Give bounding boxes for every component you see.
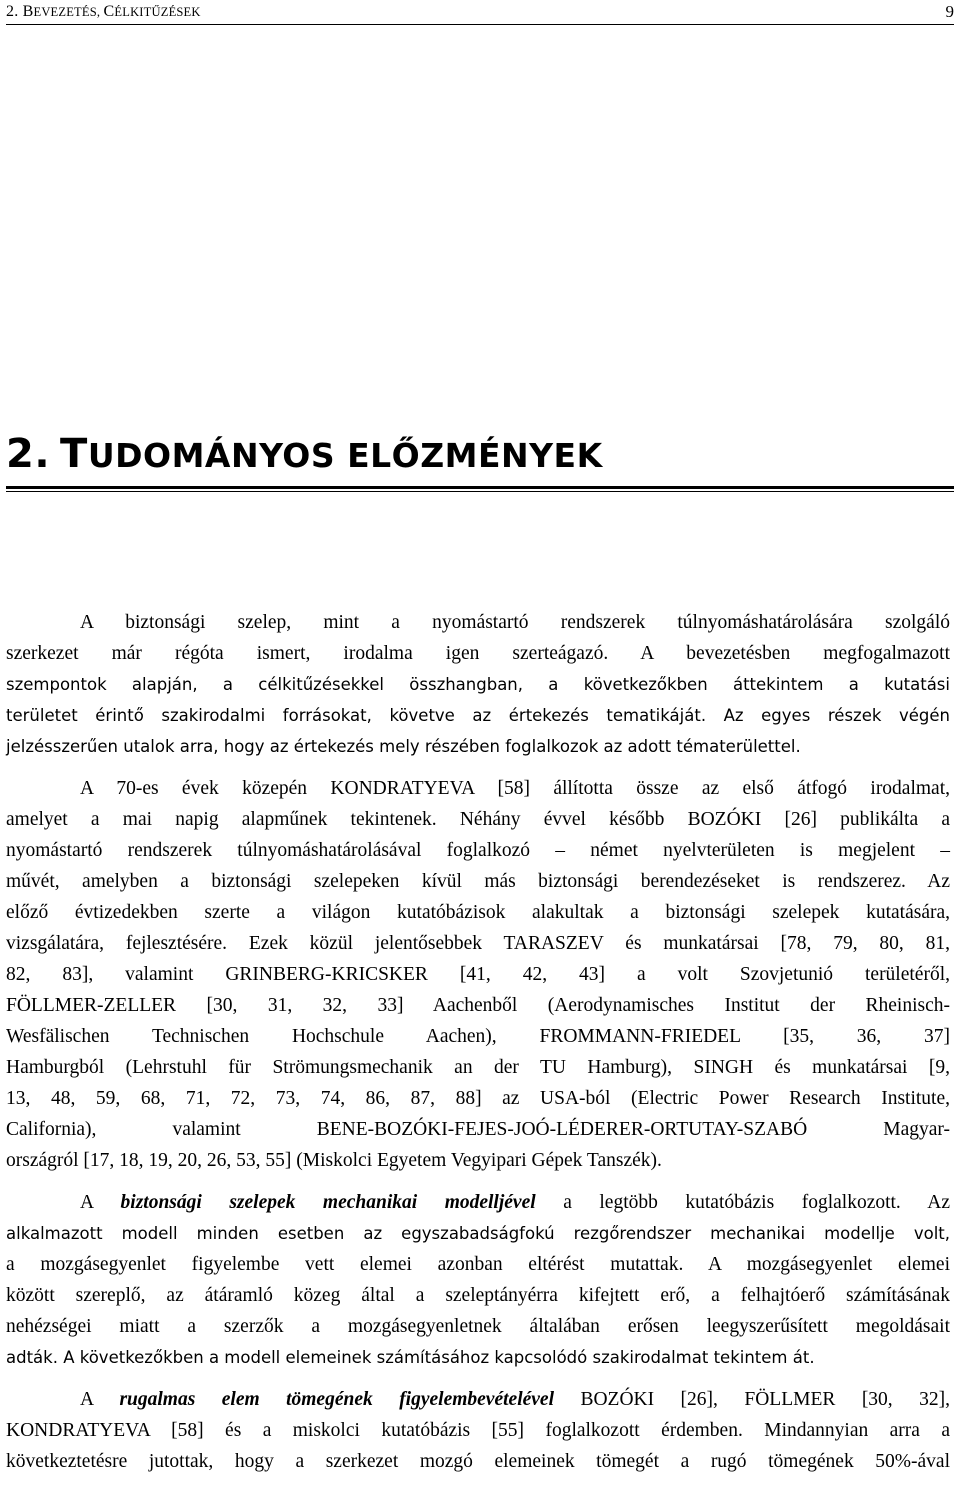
text-line: A 70-es évek közepén KONDRATYEVA [58] állította össze az első átfogó irodalmat, [80, 778, 950, 799]
text-line: a mozgásegyenlet figyelembe vett elemei azonban eltérést mutattak. A mozgásegyenlet elemei [6, 1254, 950, 1275]
text-line: KONDRATYEVA [58] és a miskolci kutatóbázis [55] foglalkozott érdemben. Mindannyian arra a [6, 1420, 950, 1441]
text-line: Wesfälischen Technischen Hochschule Aachen), FROMMANN-FRIEDEL [35, 36, 37] [6, 1026, 950, 1047]
running-header [6, 0, 954, 25]
text-line: következtetésre jutottak, hogy a szerkezet mozgó elemeinek tömegét a rugó tömegének 50%-ával [6, 1451, 950, 1472]
text-line: adták. A következőkben a modell elemeinek számításához kapcsolódó szakirodalmat tekintem át. [6, 1348, 815, 1367]
text-line: művét, amelyben a biztonsági szelepeken kívül más biztonsági berendezéseket is rendszerez. Az [6, 871, 950, 892]
running-header-title: 2. BEVEZETÉS, CÉLKITŰZÉSEK [6, 3, 201, 20]
text-line: nyomástartó rendszerek túlnyomáshatárolásával foglalkozó – német nyelvterületen is megjelent – [6, 840, 950, 861]
chapter-rule-thick [6, 486, 954, 489]
paragraph-1 [6, 607, 950, 762]
text-line: FÖLLMER-ZELLER [30, 31, 32, 33] Aachenből (Aerodynamisches Institut der Rheinisch- [6, 995, 950, 1016]
text-line: California), valamint BENE-BOZÓKI-FEJES-JOÓ-LÉDERER-ORTUTAY-SZABÓ Magyar- [6, 1119, 950, 1140]
text-line: szerkezet már régóta ismert, irodalma igen szerteágazó. A bevezetésben megfogalmazott [6, 643, 950, 664]
text-line: A biztonsági szelepek mechanikai modelljével a legtöbb kutatóbázis foglalkozott. Az [80, 1192, 950, 1213]
paragraph-3 [6, 1187, 950, 1373]
text-line: 13, 48, 59, 68, 71, 72, 73, 74, 86, 87, 88] az USA-ból (Electric Power Research Institute, [6, 1088, 950, 1109]
text-line: országról [17, 18, 19, 20, 26, 53, 55] (Miskolci Egyetem Vegyipari Gépek Tanszék). [6, 1150, 662, 1171]
text-line: alkalmazott modell minden esetben az egyszabadságfokú rezgőrendszer mechanikai modellje volt, [6, 1224, 950, 1243]
text-line: nehézségei miatt a szerzők a mozgásegyenletnek általában erősen leegyszerűsített megoldásait [6, 1316, 950, 1337]
text-line: területet érintő szakirodalmi forrásokat, követve az értekezés tematikáját. Az egyes részek végén [6, 706, 950, 725]
body-text [6, 607, 950, 1477]
page-number: 9 [945, 2, 954, 21]
text-line: A biztonsági szelep, mint a nyomástartó rendszerek túlnyomáshatárolására szolgáló [80, 612, 950, 633]
text-line: amelyet a mai napig alapműnek tekintenek. Néhány évvel később BOZÓKI [26] publikálta a [6, 809, 950, 830]
chapter-heading [6, 430, 954, 492]
paragraph-2 [6, 773, 950, 1176]
text-line: szempontok alapján, a célkitűzésekkel összhangban, a következőkben áttekintem a kutatási [6, 675, 950, 694]
chapter-title: 2. TUDOMÁNYOS ELŐZMÉNYEK [6, 431, 603, 477]
chapter-rule-thin [6, 491, 954, 492]
text-line: jelzésszerűen utalok arra, hogy az értekezés mely részében foglalkozok az adott tématerülettel. [6, 737, 801, 756]
text-line: 82, 83], valamint GRINBERG-KRICSKER [41, 42, 43] a volt Szovjetunió területéről, [6, 964, 950, 985]
paragraph-4 [6, 1384, 950, 1477]
text-line: A rugalmas elem tömegének figyelembevételével BOZÓKI [26], FÖLLMER [30, 32], [80, 1389, 951, 1410]
text-line: Hamburgból (Lehrstuhl für Strömungsmechanik an der TU Hamburg), SINGH és munkatársai [9, [6, 1057, 950, 1078]
emphasis: rugalmas elem tömegének figyelembevételével [119, 1389, 554, 1410]
text-line: között szereplő, az átáramló közeg által a szeleptányérra kifejtett erő, a felhajtóerő számításának [6, 1285, 950, 1306]
text-line: vizsgálatára, fejlesztésére. Ezek közül jelentősebbek TARASZEV és munkatársai [78, 79, 80, 81, [6, 933, 950, 954]
emphasis: biztonsági szelepek mechanikai modelljével [120, 1192, 536, 1213]
text-line: előző évtizedekben szerte a világon kutatóbázisok alakultak a biztonsági szelepek kutatására, [6, 902, 950, 923]
